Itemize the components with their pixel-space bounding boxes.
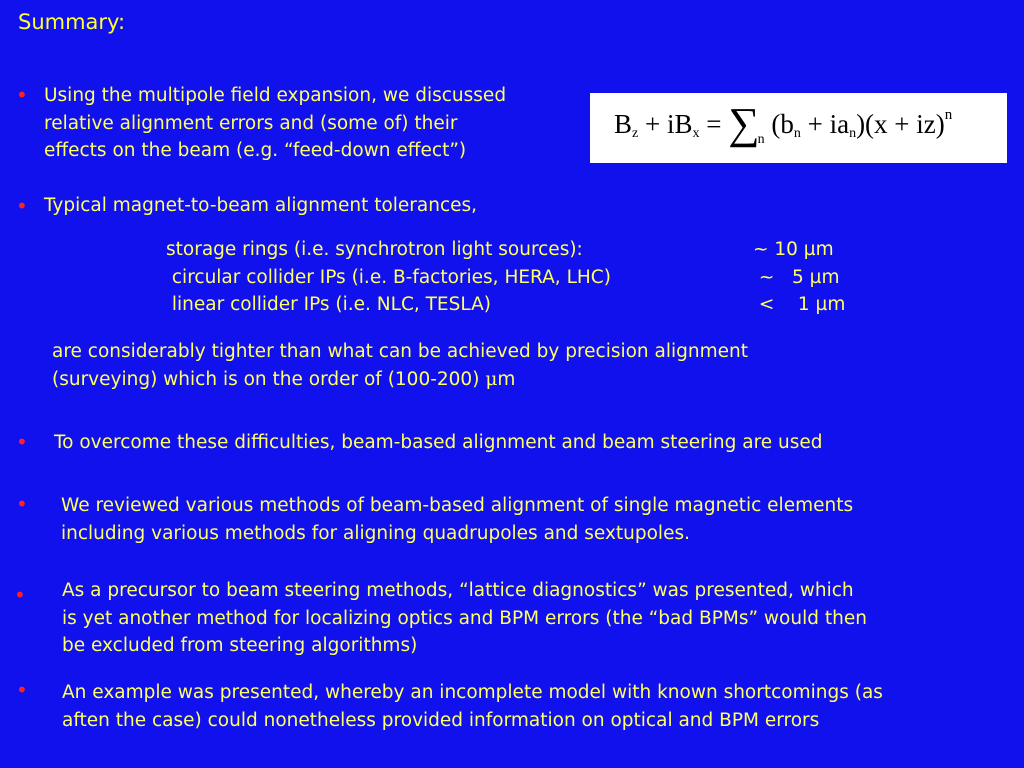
tolerance-value-circular-collider: ~ 5 µm — [753, 266, 840, 288]
bullet-marker-5: • — [14, 583, 26, 607]
formula-sub-n-a: n — [849, 126, 857, 141]
tolerance-labels — [166, 236, 611, 319]
slide-title: Summary: — [18, 10, 126, 34]
formula-plus-ia: + ia — [800, 109, 850, 139]
tolerance-label-circular-collider: circular collider IPs (i.e. B-factories, HERA, LHC) — [166, 266, 611, 288]
tolerance-values — [753, 236, 845, 319]
bullet-text-5 — [62, 577, 867, 660]
tighter-paragraph — [52, 338, 748, 393]
bullet-5-line-2: is yet another method for localizing optics and BPM errors (the “bad BPMs” would then — [62, 607, 867, 629]
multipole-formula — [614, 99, 953, 148]
bullet-marker-2: • — [16, 194, 28, 218]
bullet-text-3: To overcome these difficulties, beam-based alignment and beam steering are used — [54, 432, 823, 453]
formula-b: B — [614, 109, 633, 139]
formula-sum-index: n — [757, 132, 765, 147]
tighter-line-2 — [52, 366, 748, 394]
bullet-marker-1: • — [16, 83, 28, 107]
bullet-text-6 — [62, 679, 883, 734]
formula-power-n: n — [944, 107, 953, 123]
tolerance-value-linear-collider: < 1 µm — [753, 294, 846, 315]
bullet-4-line-2: including various methods for aligning quadrupoles and sextupoles. — [61, 522, 690, 544]
tighter-line-2-text: (surveying) which is on the order of (100-200) — [52, 368, 486, 390]
formula-plus-ib: + iB — [638, 109, 693, 139]
bullet-4-line-1: We reviewed various methods of beam-based alignment of single magnetic elements — [61, 495, 854, 516]
formula-sub-x: x — [692, 126, 700, 141]
bullet-text-2: Typical magnet-to-beam alignment tolerances, — [44, 195, 478, 216]
bullet-1-line-2: relative alignment errors and (some of) their — [44, 112, 458, 134]
formula-open: (b — [764, 109, 794, 139]
tighter-line-2-unit: m — [497, 368, 516, 390]
formula-close: )(x + iz) — [856, 109, 945, 139]
bullet-text-4 — [61, 492, 853, 547]
bullet-text-1 — [44, 82, 506, 165]
tolerance-label-storage-rings: storage rings (i.e. synchrotron light sources): — [166, 239, 583, 260]
bullet-marker-4: • — [16, 492, 28, 516]
bullet-marker-6: • — [16, 678, 28, 702]
formula-sub-n-b: n — [793, 126, 801, 141]
bullet-1-line-1: Using the multipole field expansion, we discussed — [44, 85, 507, 106]
tolerance-label-linear-collider: linear collider IPs (i.e. NLC, TESLA) — [166, 294, 491, 315]
sum-symbol: ∑ — [728, 99, 760, 148]
formula-sub-z: z — [632, 126, 639, 141]
mu-symbol: μ — [485, 368, 498, 390]
bullet-5-line-3: be excluded from steering algorithms) — [62, 635, 418, 656]
bullet-6-line-1: An example was presented, whereby an incomplete model with known shortcomings (as — [62, 682, 883, 703]
bullet-1-line-3: effects on the beam (e.g. “feed-down effect”) — [44, 140, 467, 161]
bullet-5-line-1: As a precursor to beam steering methods, “lattice diagnostics” was presented, which — [62, 580, 854, 601]
tolerance-value-storage-rings: ~ 10 µm — [753, 239, 834, 260]
formula-equals: = — [699, 109, 729, 139]
tighter-line-1: are considerably tighter than what can be achieved by precision alignment — [52, 341, 749, 362]
multipole-formula-box — [590, 93, 1007, 163]
bullet-marker-3: • — [16, 430, 28, 454]
bullet-6-line-2: aften the case) could nonetheless provided information on optical and BPM errors — [62, 709, 820, 731]
